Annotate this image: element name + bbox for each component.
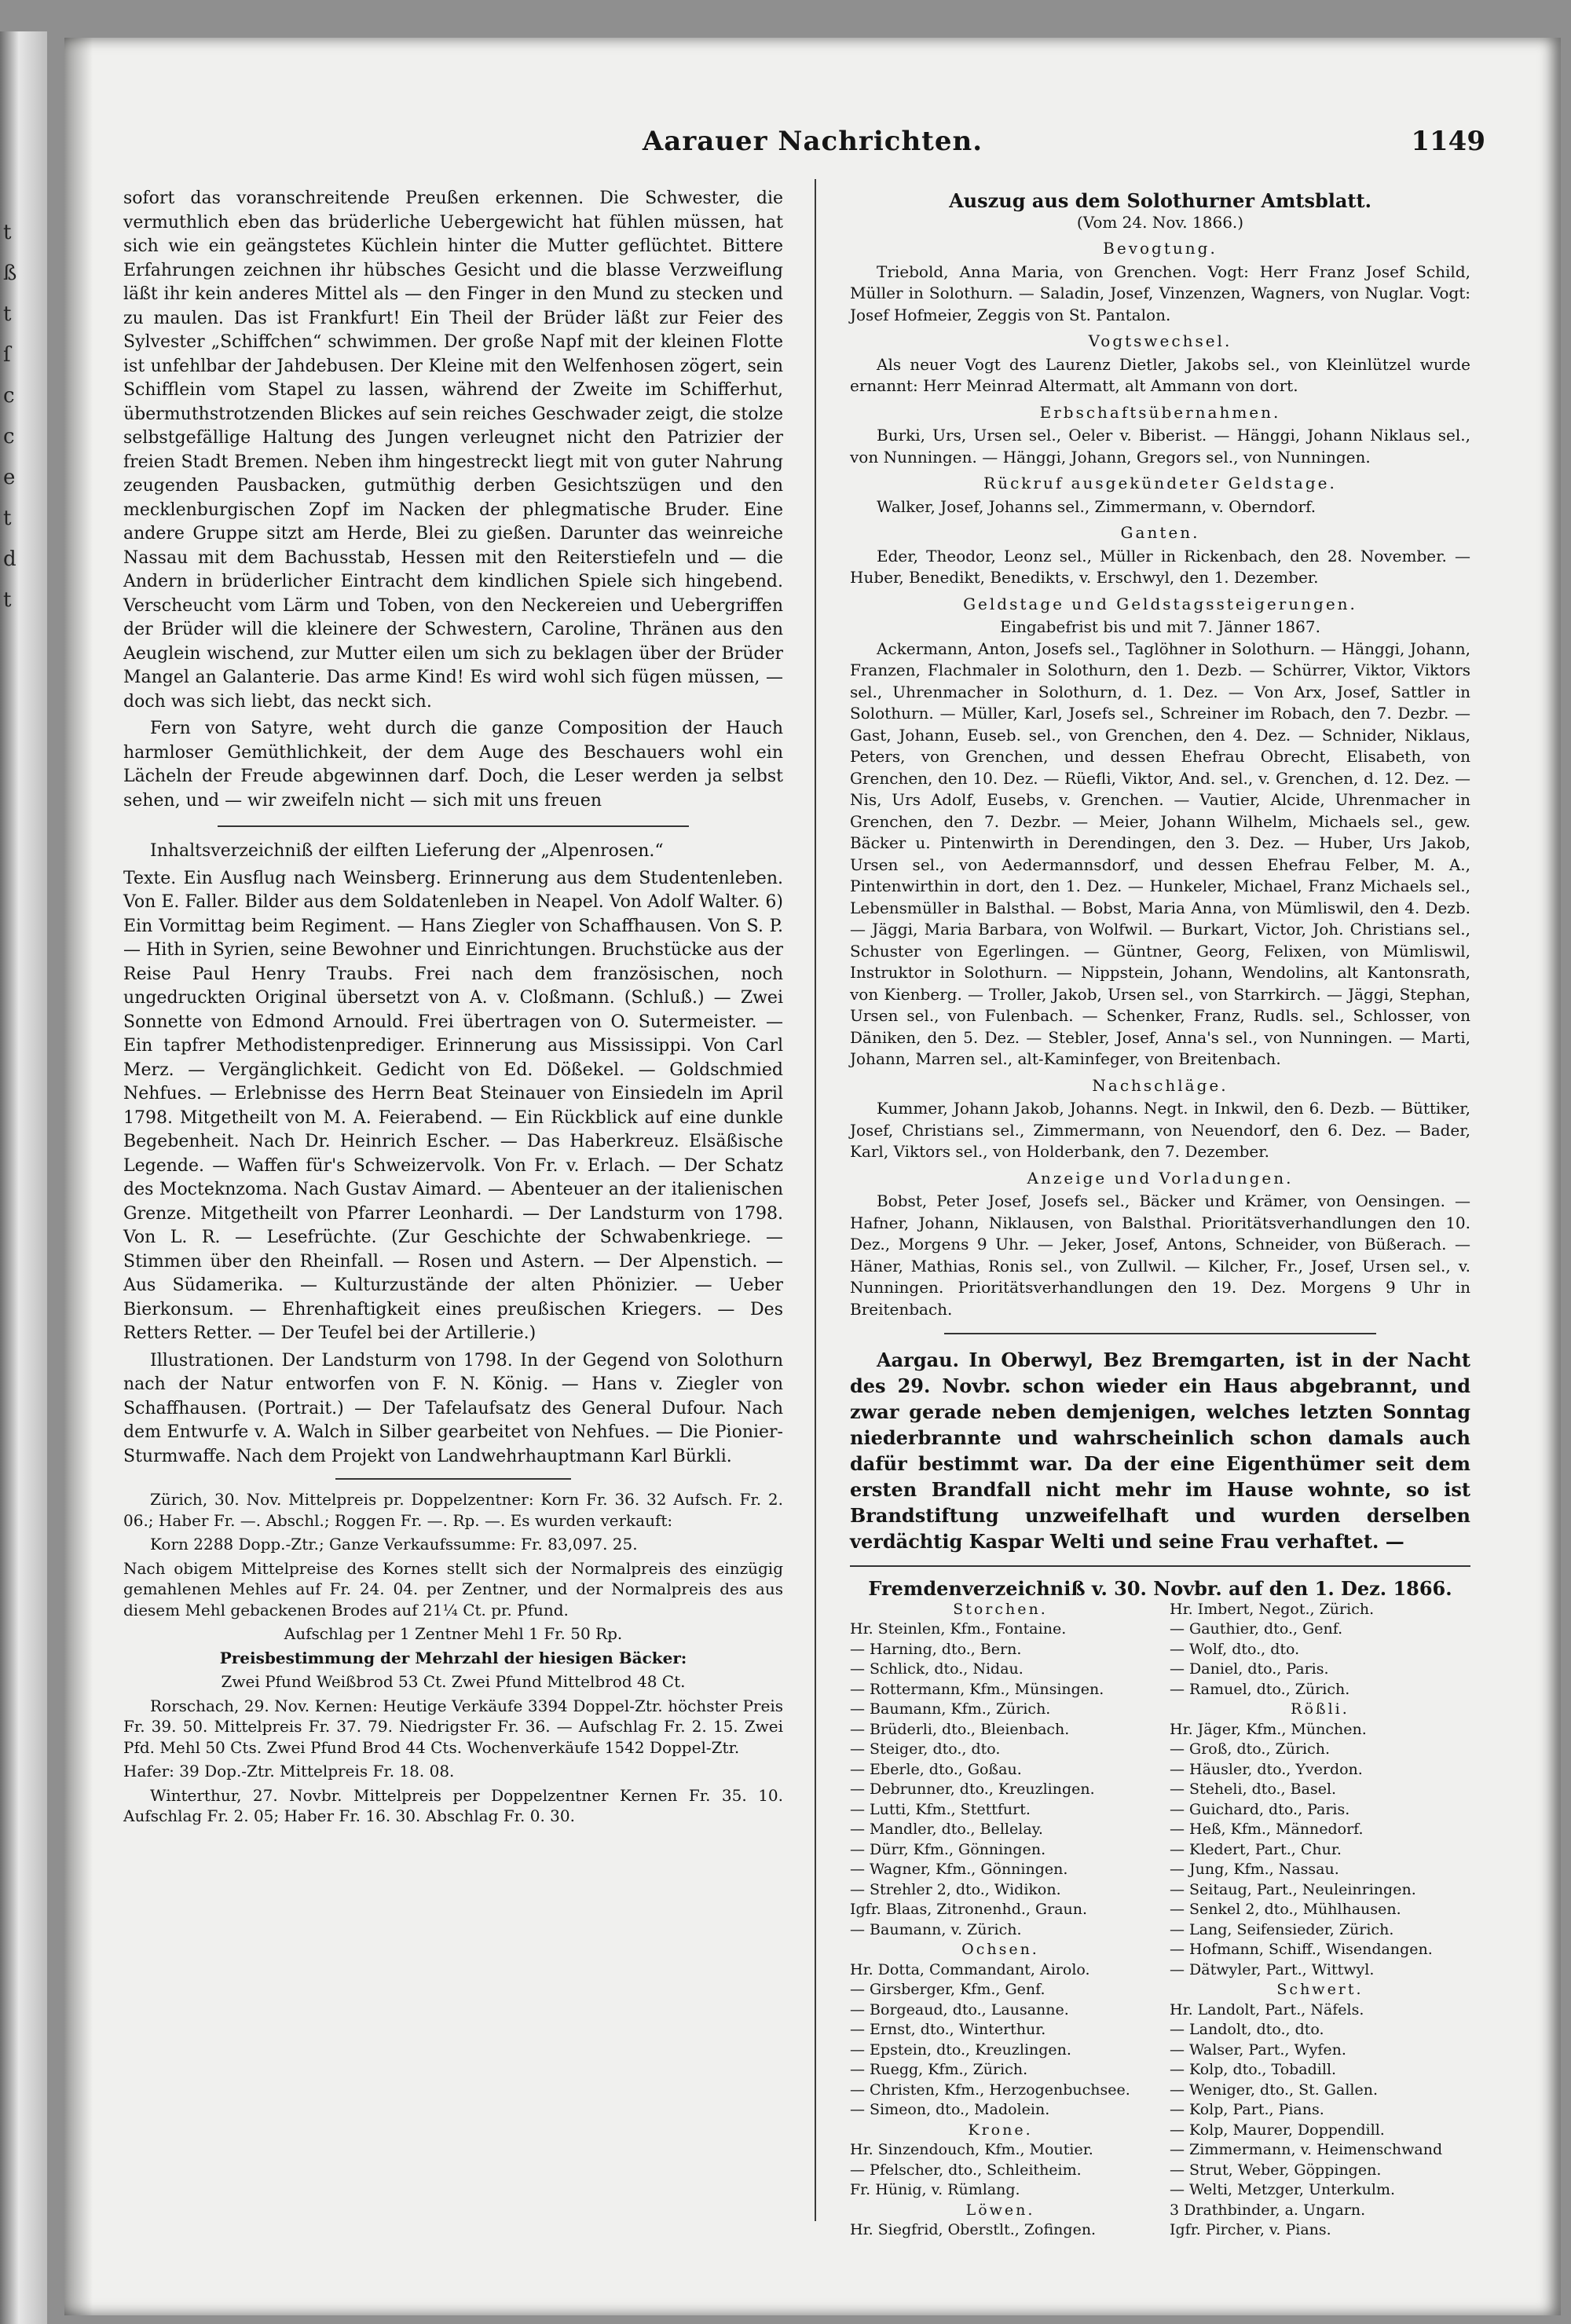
guest-entry: — Simeon, dto., Madolein. (850, 2101, 1050, 2118)
section-rule (850, 1565, 1470, 1567)
guest-entry: — Walser, Part., Wyfen. (1170, 2040, 1346, 2059)
guest-entry: — Dätwyler, Part., Wittwyl. (1170, 1960, 1375, 1978)
guest-entry: — Schlick, dto., Nidau. (850, 1660, 1024, 1678)
market-zurich-normal: Nach obigem Mittelpreise des Kornes stellt sich der Normalpreis des einzügig gemahlenen Mehles auf Fr. 24. 04. per Zentner, und der Normalpreis des aus diesem Mehl gebackenen Brodes auf 21¼ Ct. pr. Pfund. (123, 1558, 783, 1619)
guest-entry: — Steiger, dto., dto. (850, 1740, 1001, 1758)
page-header (64, 126, 1561, 173)
guest-entry: Fr. Hünig, v. Rümlang. (850, 2181, 1020, 2198)
hotel-heading: Schwert. (1276, 1981, 1364, 1998)
amtsblatt-date: (Vom 24. Nov. 1866.) (1076, 212, 1244, 232)
guest-entry: — Epstein, dto., Kreuzlingen. (850, 2040, 1071, 2059)
guest-entry: — Dürr, Kfm., Gönningen. (850, 1840, 1046, 1858)
guest-entry: — Häusler, dto., Yverdon. (1170, 1760, 1363, 1778)
edge-letter: t (3, 588, 12, 612)
bevogtung-text: Triebold, Anna Maria, von Grenchen. Vogt: Herr Franz Josef Schild, Müller in Solothurn. — Saladin, Josef, Vinzenzen, Wagners, von Nuglar. Vogt: Josef Hofmeier, Zeggis von St. Pantalon. (850, 262, 1470, 324)
guest-entry: Hr. Dotta, Commandant, Airolo. (850, 1960, 1090, 1978)
ganten-heading: Ganten. (1120, 523, 1200, 542)
guest-entry: — Daniel, dto., Paris. (1170, 1660, 1329, 1678)
guest-entry: — Lang, Seifensieder, Zürich. (1170, 1920, 1394, 1938)
market-baker-prices: Zwei Pfund Weißbrod 53 Ct. Zwei Pfund Mittelbrod 48 Ct. (221, 1672, 686, 1691)
market-rorschach-hafer: Hafer: 39 Dop.-Ztr. Mittelpreis Fr. 18. 08. (123, 1762, 455, 1781)
edge-letter: c (3, 384, 15, 408)
story-text (123, 187, 783, 813)
guest-entry: Igfr. Pircher, v. Pians. (1170, 2221, 1331, 2238)
guest-entry: — Seitaug, Part., Neuleinringen. (1170, 1880, 1416, 1898)
newspaper-page (64, 38, 1561, 2315)
guest-entry: Hr. Steinlen, Kfm., Fontaine. (850, 1620, 1067, 1638)
guest-entry: — Senkel 2, dto., Mühlhausen. (1170, 1901, 1401, 1918)
guest-entry: — Harning, dto., Bern. (850, 1640, 1022, 1658)
right-column (850, 187, 1470, 2241)
edge-letter: t (3, 507, 12, 530)
guest-entry: — Rottermann, Kfm., Münsingen. (850, 1680, 1104, 1698)
geldstage-text: Ackermann, Anton, Josefs sel., Taglöhner in Solothurn. — Hänggi, Johann, Franzen, Flachmaler in Solothurn, den 1. Dezb. — Schürrer, Viktor, Viktors sel., Uhrenmacher in Solothurn, d. 1. Dez. — Von Arx, Josef, Sattler in Solothurn. — Müller, Karl, Josefs sel., Schreiner im Robach, den 7. Dezbr. — Gast, Johann, Euseb. sel., von Grenchen, den 4. Dez. — Schnider, Niklaus, Peters, von Grenchen, und dessen Ehefrau Obrecht, Elisabeth, von Grenchen, den 10. Dez. — Rüefli, Viktor, And. sel., v. Grenchen, d. 12. Dez. — Nis, Urs Adolf, Eusebs, v. Grenchen. — Vautier, Alcide, Uhrenmacher in Grenchen, den 7. Dezbr. — Meier, Johann Wilhelm, Michaels sel., gew. Bäcker u. Pintenwirth in Derendingen, den 3. Dez. — Huber, Urs Jakob, Ursen sel., von Aedermannsdorf, und dessen Ehefrau Felber, M. A., Pintenwirthin in dort, den 1. Dez. — Hunkeler, Michael, Franz Michaels sel., Lebensmüller in Balsthal. — Bobst, Maria Anna, von Mümliswil, den 4. Dezb. — Jäggi, Maria Barbara, von Wolfwil. — Burkart, Victor, Joh. Christians sel., Schuster von Egerlingen. — Güntner, Georg, Felixen, von Mümliswil, Instruktor in Solothurn. — Nippstein, Johann, Wendolins, alt Kantonsrath, von Kienberg. — Troller, Jakob, Ursen sel., von Starrkirch. — Jäggi, Stephan, Ursen sel., von Fulenbach. — Schenker, Franz, Rudls. sel., Schlosser, von Däniken, den 5. Dez. — Stebler, Josef, Anna's sel., von Nunningen. — Marti, Johann, Marren sel., alt-Kaminfeger, von Breitenbach. (850, 639, 1470, 1068)
edge-letter: d (3, 547, 16, 571)
rueckruf-text: Walker, Josef, Johanns sel., Zimmermann, v. Oberndorf. (877, 496, 1316, 516)
page-title: Aarauer Nachrichten. (642, 126, 983, 157)
ganten-text: Eder, Theodor, Leonz sel., Müller in Rickenbach, den 28. November. — Huber, Benedikt, Benedikts, v. Erschwyl, den 1. Dezember. (850, 546, 1470, 587)
edge-letter: t (3, 302, 12, 326)
hotel-heading: Löwen. (965, 2201, 1035, 2219)
geldstage-deadline: Eingabefrist bis und mit 7. Jänner 1867. (1000, 617, 1320, 636)
alpenrosen-illustrationen: Illustrationen. Der Landsturm von 1798. In der Gegend von Solothurn nach der Natur entworfen von F. N. König. — Hans v. Ziegler von Schaffhausen. (Portrait.) — Der Tafelaufsatz des General Dufour. Nach dem Entwurfe v. A. Walch in Silber gearbeitet von Nehfues. — Die Pionier-Sturmwaffe. Nach dem Projekt von Landwehrhauptmann Karl Bürkli. (123, 1350, 783, 1466)
guest-entry: — Mandler, dto., Bellelay. (850, 1821, 1043, 1838)
guest-entry: — Brüderli, dto., Bleienbach. (850, 1720, 1070, 1738)
guest-entry: — Landolt, dto., dto. (1170, 2021, 1324, 2038)
guest-entry: — Borgeaud, dto., Lausanne. (850, 2000, 1069, 2018)
guest-entry: — Eberle, dto., Goßau. (850, 1760, 1022, 1778)
left-column (123, 187, 783, 1830)
guest-entry: — Wolf, dto., dto. (1170, 1640, 1300, 1658)
guest-entry: — Ramuel, dto., Zürich. (1170, 1680, 1350, 1698)
guest-entry: — Jung, Kfm., Nassau. (1170, 1861, 1339, 1878)
guest-entry: Hr. Landolt, Part., Näfels. (1170, 2000, 1364, 2018)
market-winterthur: Winterthur, 27. Novbr. Mittelpreis per Doppelzentner Kernen Fr. 35. 10. Aufschlag Fr. 2. 05; Haber Fr. 16. 30. Abschlag Fr. 0. 30. (123, 1785, 783, 1825)
hotel-heading: Ochsen. (961, 1941, 1039, 1958)
adjacent-page-edge (0, 31, 47, 2324)
guest-entry: — Christen, Kfm., Herzogenbuchsee. (850, 2081, 1130, 2099)
erbschaft-text: Burki, Urs, Ursen sel., Oeler v. Biberist. — Hänggi, Johann Niklaus sel., von Nunningen. — Hänggi, Johann, Gregors sel., von Nunningen. (850, 426, 1470, 467)
nachschlaege-heading: Nachschläge. (1092, 1075, 1229, 1095)
edge-letter: ß (3, 262, 17, 285)
market-zurich: Zürich, 30. Nov. Mittelpreis pr. Doppelzentner: Korn Fr. 36. 32 Aufsch. Fr. 2. 06.; Haber Fr. —. Abschl.; Roggen Fr. —. Rp. —. Es wurden verkauft: (123, 1490, 783, 1530)
edge-letter: e (3, 466, 16, 489)
guest-entry: — Ernst, dto., Winterthur. (850, 2021, 1046, 2038)
edge-letter: ſ (3, 343, 11, 367)
guest-entry: — Gauthier, dto., Genf. (1170, 1620, 1343, 1638)
guest-entry: — Ruegg, Kfm., Zürich. (850, 2061, 1028, 2078)
market-rorschach: Rorschach, 29. Nov. Kernen: Heutige Verkäufe 3394 Doppel-Ztr. höchster Preis Fr. 39. 50. Mittelpreis Fr. 37. 79. Niedrigster Fr. 36. — Aufschlag Fr. 2. 15. Zwei Pfd. Mehl 50 Cts. Zwei Pfund Brod 44 Cts. Wochenverkäufe 1542 Doppel-Ztr. (123, 1696, 783, 1757)
section-rule (944, 1333, 1376, 1334)
hotel-heading: Rößli. (1291, 1700, 1349, 1718)
guest-entry: — Hofmann, Schiff., Wisendangen. (1170, 1941, 1433, 1958)
guest-entry: — Debrunner, dto., Kreuzlingen. (850, 1781, 1095, 1798)
guest-entry: — Groß, dto., Zürich. (1170, 1740, 1331, 1758)
rueckruf-heading: Rückruf ausgekündeter Geldstage. (983, 474, 1337, 492)
geldstage-heading: Geldstage und Geldstagssteigerungen. (963, 594, 1357, 613)
guest-entry: — Heß, Kfm., Männedorf. (1170, 1821, 1364, 1838)
alpenrosen-contents (123, 840, 783, 1469)
guest-entry: Hr. Siegfrid, Oberstlt., Zofingen. (850, 2221, 1097, 2238)
market-baker-heading: Preisbestimmung der Mehrzahl der hiesigen Bäcker: (219, 1648, 687, 1667)
vogtswechsel-heading: Vogtswechsel. (1088, 331, 1232, 350)
guest-entry: — Wagner, Kfm., Gönningen. (850, 1861, 1068, 1878)
story-paragraph: Fern von Satyre, weht durch die ganze Composition der Hauch harmloser Gemüthlichkeit, der dem Auge des Beschauers wohl ein Lächeln der Freude abgewinnen darf. Doch, die Leser werden ja selbst sehen, und — wir zweifeln nicht — sich mit uns freuen (123, 719, 783, 811)
guest-entry: — Strut, Weber, Göppingen. (1170, 2161, 1382, 2179)
guest-entry: — Kolp, Maurer, Doppendill. (1170, 2121, 1385, 2139)
aargau-notice: Aargau. In Oberwyl, Bez Bremgarten, ist in der Nacht des 29. Novbr. schon wieder ein Haus abgebrannt, und zwar gerade neben demjenigen, welches letzten Sonntag niederbrannte und wahrscheinlich schon damals auch dafür bestimmt war. Da der eine Eigenthümer seit dem ersten Brandfall nicht mehr im Hause wohnte, so ist Brandstiftung unzweifelhaft und wurden derselben verdächtig Kaspar Welti und seine Frau verhaftet. — (850, 1349, 1470, 1553)
bevogtung-heading: Bevogtung. (1103, 239, 1218, 258)
column-divider (815, 179, 816, 2221)
anzeige-heading: Anzeige und Vorladungen. (1027, 1168, 1294, 1188)
erbschaft-heading: Erbschaftsübernahmen. (1039, 402, 1281, 422)
page-number: 1149 (1411, 126, 1485, 157)
amtsblatt-title: Auszug aus dem Solothurner Amtsblatt. (949, 189, 1371, 212)
guest-entry: — Strehler 2, dto., Widikon. (850, 1880, 1061, 1898)
market-zurich-sales: Korn 2288 Dopp.-Ztr.; Ganze Verkaufssumme: Fr. 83,097. 25. (150, 1535, 638, 1554)
guest-entry: — Guichard, dto., Paris. (1170, 1800, 1350, 1818)
edge-letter: t (3, 221, 12, 244)
guest-entry: — Pfelscher, dto., Schleitheim. (850, 2161, 1082, 2179)
guest-entry: 3 Drathbinder, a. Ungarn. (1170, 2201, 1366, 2219)
guest-entry: — Baumann, v. Zürich. (850, 1920, 1022, 1938)
guest-entry: Hr. Imbert, Negot., Zürich. (1170, 1600, 1375, 1618)
section-rule (335, 1478, 571, 1480)
guest-entry: — Zimmermann, v. Heimenschwand (1170, 2141, 1443, 2158)
guest-entry: — Kledert, Part., Chur. (1170, 1840, 1342, 1858)
section-rule (218, 825, 689, 827)
alpenrosen-intro: Inhaltsverzeichniß der eilften Lieferung der „Alpenrosen.“ (150, 841, 664, 861)
alpenrosen-texte: Texte. Ein Ausflug nach Weinsberg. Erinnerung aus dem Studentenleben. Von E. Faller. Bilder aus dem Soldatenleben in Neapel. Von Adolf Walter. 6) Ein Vormittag beim Regiment. — Hans Ziegler von Schaffhausen. Von S. P. — Hith in Syrien, seine Bewohner und Einrichtungen. Bruchstücke aus der Reise Paul Henry Traubs. Frei nach dem französischen, noch ungedruckten Original übersetzt von A. v. Cloßmann. (Schluß.) — Zwei Sonnette von Edmond Arnould. Frei übertragen von O. Sutermeister. — Ein tapfrer Methodistenprediger. Erinnerung aus Mississippi. Von Carl Merz. — Vergänglichkeit. Gedicht von Ed. Dößekel. — Goldschmied Nehfues. — Erlebnisse des Herrn Beat Steinauer von Einsiedeln im April 1798. Mitgetheilt von M. A. Feierabend. — Ein Rückblick auf eine dunkle Begebenheit. Nach Dr. Heinrich Escher. — Das Haberkreuz. Elsäßische Legende. — Waffen für's Schweizervolk. Von Fr. v. Erlach. — Der Schatz des Mocteknzoma. Nach Gustav Aimard. — Abenteuer an der italienischen Grenze. Mitgetheilt von Pfarrer Leonhardi. — Der Landsturm von 1798. Von L. R. — Lesefrüchte. (Zur Geschichte der Schwabenkriege. — Stimmen über den Rheinfall. — Rosen und Astern. — Der Alpenstich. — Aus Südamerika. — Kulturzustände der alten Phönizier. — Ueber Bierkonsum. — Ehrenhaftigkeit eines preußischen Kriegers. — Des Retters Retter. — Der Teufel bei der Artillerie.) (123, 868, 783, 1343)
nachschlaege-text: Kummer, Johann Jakob, Johanns. Negt. in Inkwil, den 6. Dezb. — Büttiker, Josef, Christians sel., Zimmermann, von Neuendorf, den 6. Dez. — Bader, Karl, Viktors sel., von Holderbank, den 7. Dezember. (850, 1099, 1470, 1161)
guest-entry: — Girsberger, Kfm., Genf. (850, 1981, 1046, 1998)
guest-entry: — Baumann, Kfm., Zürich. (850, 1700, 1051, 1718)
hotel-heading: Krone. (968, 2121, 1033, 2139)
hotel-heading: Storchen. (953, 1600, 1048, 1618)
guest-entry: — Welti, Metzger, Unterkulm. (1170, 2181, 1396, 2198)
edge-letter: c (3, 425, 15, 448)
vogtswechsel-text: Als neuer Vogt des Laurenz Dietler, Jakobs sel., von Kleinlützel wurde ernannt: Herr Meinrad Altermatt, alt Ammann von dort. (850, 354, 1470, 395)
market-reports (123, 1489, 783, 1827)
adjacent-page-letters (3, 212, 22, 620)
guest-entry: — Weniger, dto., St. Gallen. (1170, 2081, 1378, 2099)
market-zurich-surcharge: Aufschlag per 1 Zentner Mehl 1 Fr. 50 Rp. (284, 1624, 623, 1643)
guest-entry: — Kolp, dto., Tobadill. (1170, 2061, 1337, 2078)
guest-entry: Hr. Jäger, Kfm., München. (1170, 1720, 1367, 1738)
guest-entry: — Steheli, dto., Basel. (1170, 1781, 1337, 1798)
fremden-left-column (850, 1600, 1151, 2241)
guest-entry: — Kolp, Part., Pians. (1170, 2101, 1324, 2118)
anzeige-text: Bobst, Peter Josef, Josefs sel., Bäcker und Krämer, von Oensingen. — Hafner, Johann, Niklausen, von Balsthal. Prioritätsverhandlungen den 10. Dez., Morgens 9 Uhr. — Jeker, Josef, Antons, Schneider, von Büßerach. — Häner, Mathias, Ronis sel., von Zullwil. — Kilcher, Fr., Josef, Ursen sel., v. Nunningen. Prioritätsverhandlungen den 19. Dez. Morgens 9 Uhr in Breitenbach. (850, 1191, 1470, 1319)
guest-entry: — Lutti, Kfm., Stettfurt. (850, 1800, 1031, 1818)
fremden-right-column (1170, 1600, 1470, 2241)
guest-entry: Hr. Sinzendouch, Kfm., Moutier. (850, 2141, 1093, 2158)
fremden-title: Fremdenverzeichniß v. 30. Novbr. auf den 1. Dez. 1866. (868, 1577, 1452, 1600)
guest-entry: Igfr. Blaas, Zitronenhd., Graun. (850, 1901, 1088, 1918)
story-paragraph: sofort das voranschreitende Preußen erkennen. Die Schwester, die vermuthlich eben das brüderliche Uebergewicht hat fühlen müssen, hat sich wie ein geängstetes Küchlein hinter die Mutter geflüchtet. Bittere Erfahrungen zeichnen ihr hübsches Gesicht und die blasse Verzweiflung läßt ihr kein anderes Mittel als — den Finger in den Mund zu stecken und zu maulen. Das ist Frankfurt! Ein Theil der Brüder läßt zur Feier des Sylvester „Schiffchen“ schwimmen. Der große Napf mit der kleinen Flotte ist unfehlbar der Jahdebusen. Der Kleine mit den Welfenhosen zögert, sein Schifflein vom Stapel zu lassen, während der Zweite im Schifferhut, übermuthstrotzenden Blickes auf sein reiches Geschwader zeigt, die stolze selbstgefällige Haltung des Jungen verleugnet nicht den Patrizier der freien Stadt Bremen. Neben ihm hingestreckt liegt mit von guter Nahrung zeugenden Pausbacken, gutmüthig derben Gesichtszügen und den mecklenburgischen Zopf im Nacken der phlegmatische Bruder. Eine andere Gruppe sitzt am Herde, Blei zu gießen. Darunter das weinreiche Nassau mit dem Bachusstab, Hessen mit den Reiterstiefeln und — die Andern in brüderlicher Eintracht dem kindlichen Spiele sich hingebend. Verscheucht vom Lärm und Toben, von den Neckereien und Uebergriffen der Brüder will die kleinere der Schwestern, Caroline, Thränen aus den Aeuglein wischend, zur Mutter eilen um sich zu beklagen über der Brüder Mangel an Galanterie. Das arme Kind! Es wird wohl sich fügen müssen, — doch was sich liebt, das neckt sich. (123, 188, 783, 712)
fremden-list (850, 1600, 1470, 2241)
